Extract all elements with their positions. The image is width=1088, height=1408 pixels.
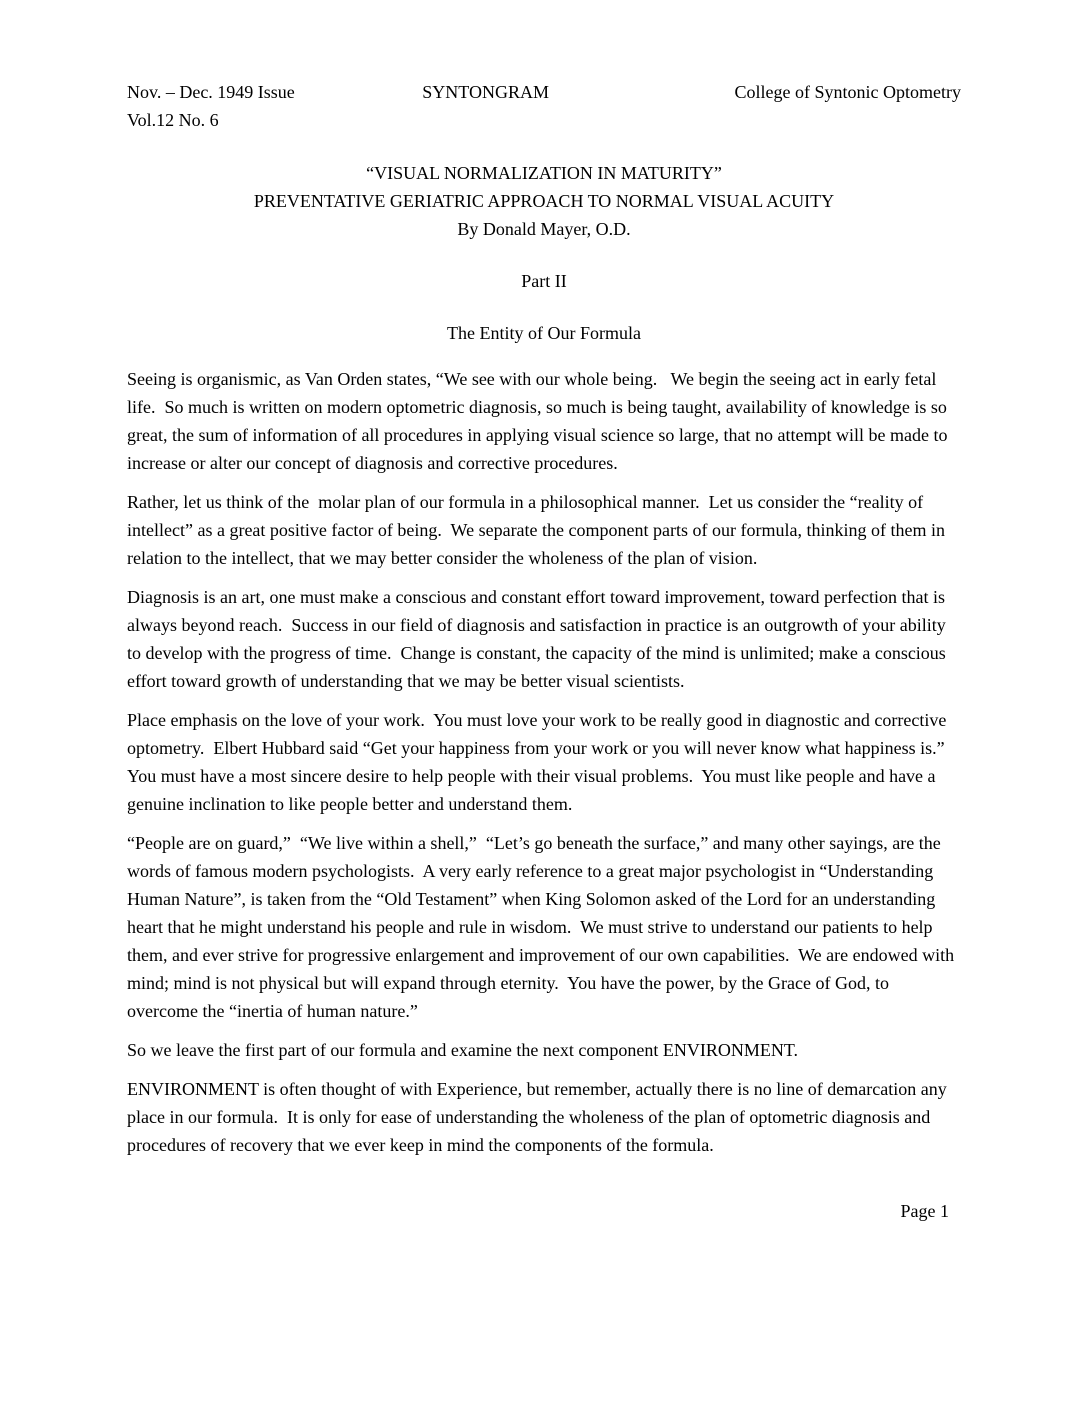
section-heading: The Entity of Our Formula xyxy=(447,323,641,343)
header-organization: College of Syntonic Optometry xyxy=(734,82,961,102)
paragraph-diagnosis-art: Diagnosis is an art, one must make a conscious and constant effort toward improvement, toward perfection that is always beyond reach. Success in our field of diagnosis and satisfaction in practice is an outgrowth of your ability to develop with the progress of time. Change is constant, the capacity of the mind is unlimited; make a conscious effort toward growth of understanding that we may be better visual scientists. xyxy=(127,587,951,691)
part-heading: Part II xyxy=(521,271,567,291)
paragraph-leave-first-part: So we leave the first part of our formula and examine the next component ENVIRONMENT. xyxy=(127,1040,798,1060)
header-publication-name: SYNTONGRAM xyxy=(422,82,549,102)
paragraph-molar-plan: Rather, let us think of the molar plan of our formula in a philosophical manner. Let us consider the “reality of intellect” as a great positive factor of being. We separate the component parts of our formula, thinking of them in relation to the intellect, that we may better consider the wholeness of the plan of vision. xyxy=(127,492,950,568)
header-row xyxy=(127,78,961,106)
page-content xyxy=(127,78,961,1225)
article-title-block xyxy=(127,159,961,243)
article-title-line2: PREVENTATIVE GERIATRIC APPROACH TO NORMAL VISUAL ACUITY xyxy=(253,191,835,211)
header-volume-number: Vol.12 No. 6 xyxy=(127,110,219,130)
article-body xyxy=(127,365,961,1159)
article-title-line1: “VISUAL NORMALIZATION IN MATURITY” xyxy=(366,163,722,183)
paragraph-people-on-guard: “People are on guard,” “We live within a shell,” “Let’s go beneath the surface,” and many other sayings, are the words of famous modern psychologists. A very early reference to a great major psychologist in “Understanding Human Nature”, is taken from the “Old Testament” when King Solomon asked of the Lord for an understanding heart that he might understand his people and rule in wisdom. We must strive to understand our patients to help them, and ever strive for progressive enlargement and improvement of our own capabilities. We are endowed with mind; mind is not physical but will expand through eternity. You have the power, by the Grace of God, to overcome the “inertia of human nature.” xyxy=(127,833,959,1021)
paragraph-love-of-work: Place emphasis on the love of your work. You must love your work to be really good in diagnostic and corrective optometry. Elbert Hubbard said “Get your happiness from your work or you will never know what happiness is.” You must have a most sincere desire to help people with their visual problems. You must like people and have a genuine inclination to like people better and understand them. xyxy=(127,710,953,814)
page-number: Page 1 xyxy=(900,1201,949,1221)
article-byline: By Donald Mayer, O.D. xyxy=(457,219,631,239)
paragraph-seeing-organismic: Seeing is organismic, as Van Orden states, “We see with our whole being. We begin the seeing act in early fetal life. So much is written on modern optometric diagnosis, so much is being taught, availability of knowledge is so great, the sum of information of all procedures in applying visual science so large, that no attempt will be made to increase or alter our concept of diagnosis and corrective procedures. xyxy=(127,369,952,473)
paragraph-environment: ENVIRONMENT is often thought of with Experience, but remember, actually there is no line of demarcation any place in our formula. It is only for ease of understanding the wholeness of the plan of optometric diagnosis and procedures of recovery that we ever keep in mind the components of the formula. xyxy=(127,1079,952,1155)
page-header xyxy=(127,78,961,134)
header-issue-date: Nov. – Dec. 1949 Issue xyxy=(127,82,295,102)
